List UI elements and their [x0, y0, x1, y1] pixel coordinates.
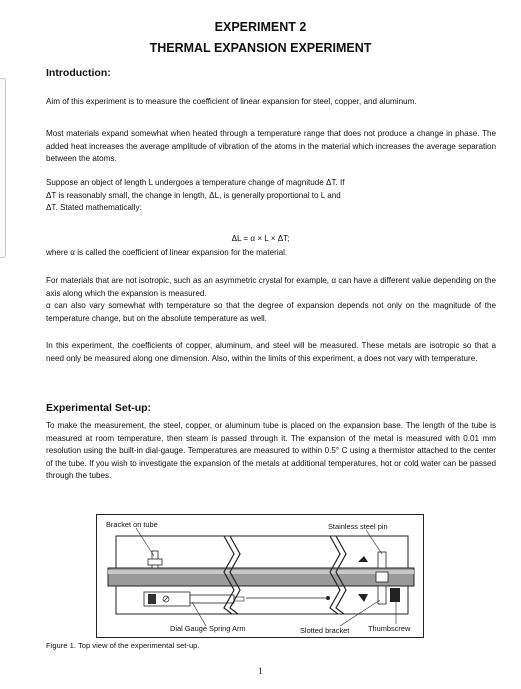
introduction-heading: Introduction:: [46, 67, 111, 79]
intro-paragraph-metals: In this experiment, the coefficients of copper, aluminum, and steel will be measured. These metals are isotropic so that a need only be measured along one dimension. Also, within the limits of this experiment, a does not vary with temperature.: [46, 341, 496, 363]
expansion-equation: ΔL = α × L × ΔT;: [231, 234, 290, 243]
label-stainless-steel-pin: Stainless steel pin: [328, 522, 388, 531]
intro-paragraph-aim: Aim of this experiment is to measure the coefficient of linear expansion for steel, copper, and aluminum.: [46, 97, 417, 106]
setup-figure: [96, 514, 424, 638]
label-bracket-on-tube: Bracket on tube: [106, 520, 158, 529]
suppose-line-1: Suppose an object of length L undergoes a temperature change of magnitude ΔT. If: [46, 178, 345, 187]
suppose-line-3: ΔT. Stated mathematically:: [46, 203, 142, 212]
label-dial-gauge-spring-arm: Dial Gauge Spring Arm: [170, 624, 246, 633]
side-panel-tab[interactable]: [0, 78, 6, 258]
setup-paragraph: To make the measurement, the steel, copper, or aluminum tube is placed on the expansion base. The length of the tube is measured at room temperature, then steam is passed through it. The expansion of the metal is measured with 0.01 mm resolution using the built-in dial-gauge. Temperatures are measured to within 0.5° C using a thermistor attached to the center of the tube. If you wish to investigate the expansion of the metals at additional temperatures, hot or cold water can be passed through the tubes.: [46, 421, 496, 480]
label-thumbscrew: Thumbscrew: [368, 624, 411, 633]
page-subtitle: THERMAL EXPANSION EXPERIMENT: [149, 41, 372, 55]
stainless-steel-pin: [378, 552, 386, 568]
intro-paragraph-expansion: Most materials expand somewhat when heated through a temperature range that does not produce a change in phase. The added heat increases the average amplitude of vibration of the atoms in the material which increases the average separation between the atoms.: [46, 129, 496, 163]
intro-paragraph-suppose: [46, 177, 496, 215]
setup-heading: Experimental Set-up:: [46, 402, 152, 414]
suppose-line-2: ΔT is reasonably small, the change in length, ΔL, is generally proportional to L and: [46, 190, 341, 200]
figure-caption: Figure 1. Top view of the experimental set-up.: [46, 641, 200, 650]
page-number: 1: [258, 666, 263, 676]
isotropic-line-1: For materials that are not isotropic, such as an asymmetric crystal for example, α can have a different value depending on the axis along which the expansion is measured.: [46, 276, 496, 298]
label-slotted-bracket: Slotted bracket: [300, 626, 350, 635]
intro-paragraph-alpha-definition: where α is called the coefficient of linear expansion for the material.: [46, 248, 288, 257]
page-title: EXPERIMENT 2: [214, 20, 307, 34]
intro-paragraph-isotropic: [46, 275, 496, 325]
isotropic-line-2: α can also vary somewhat with temperature so that the degree of expansion depends not only on the magnitude of the temperature change, but on the absolute temperature as well.: [46, 301, 496, 323]
slotted-bracket: [378, 586, 386, 604]
thumbscrew: [390, 588, 400, 602]
